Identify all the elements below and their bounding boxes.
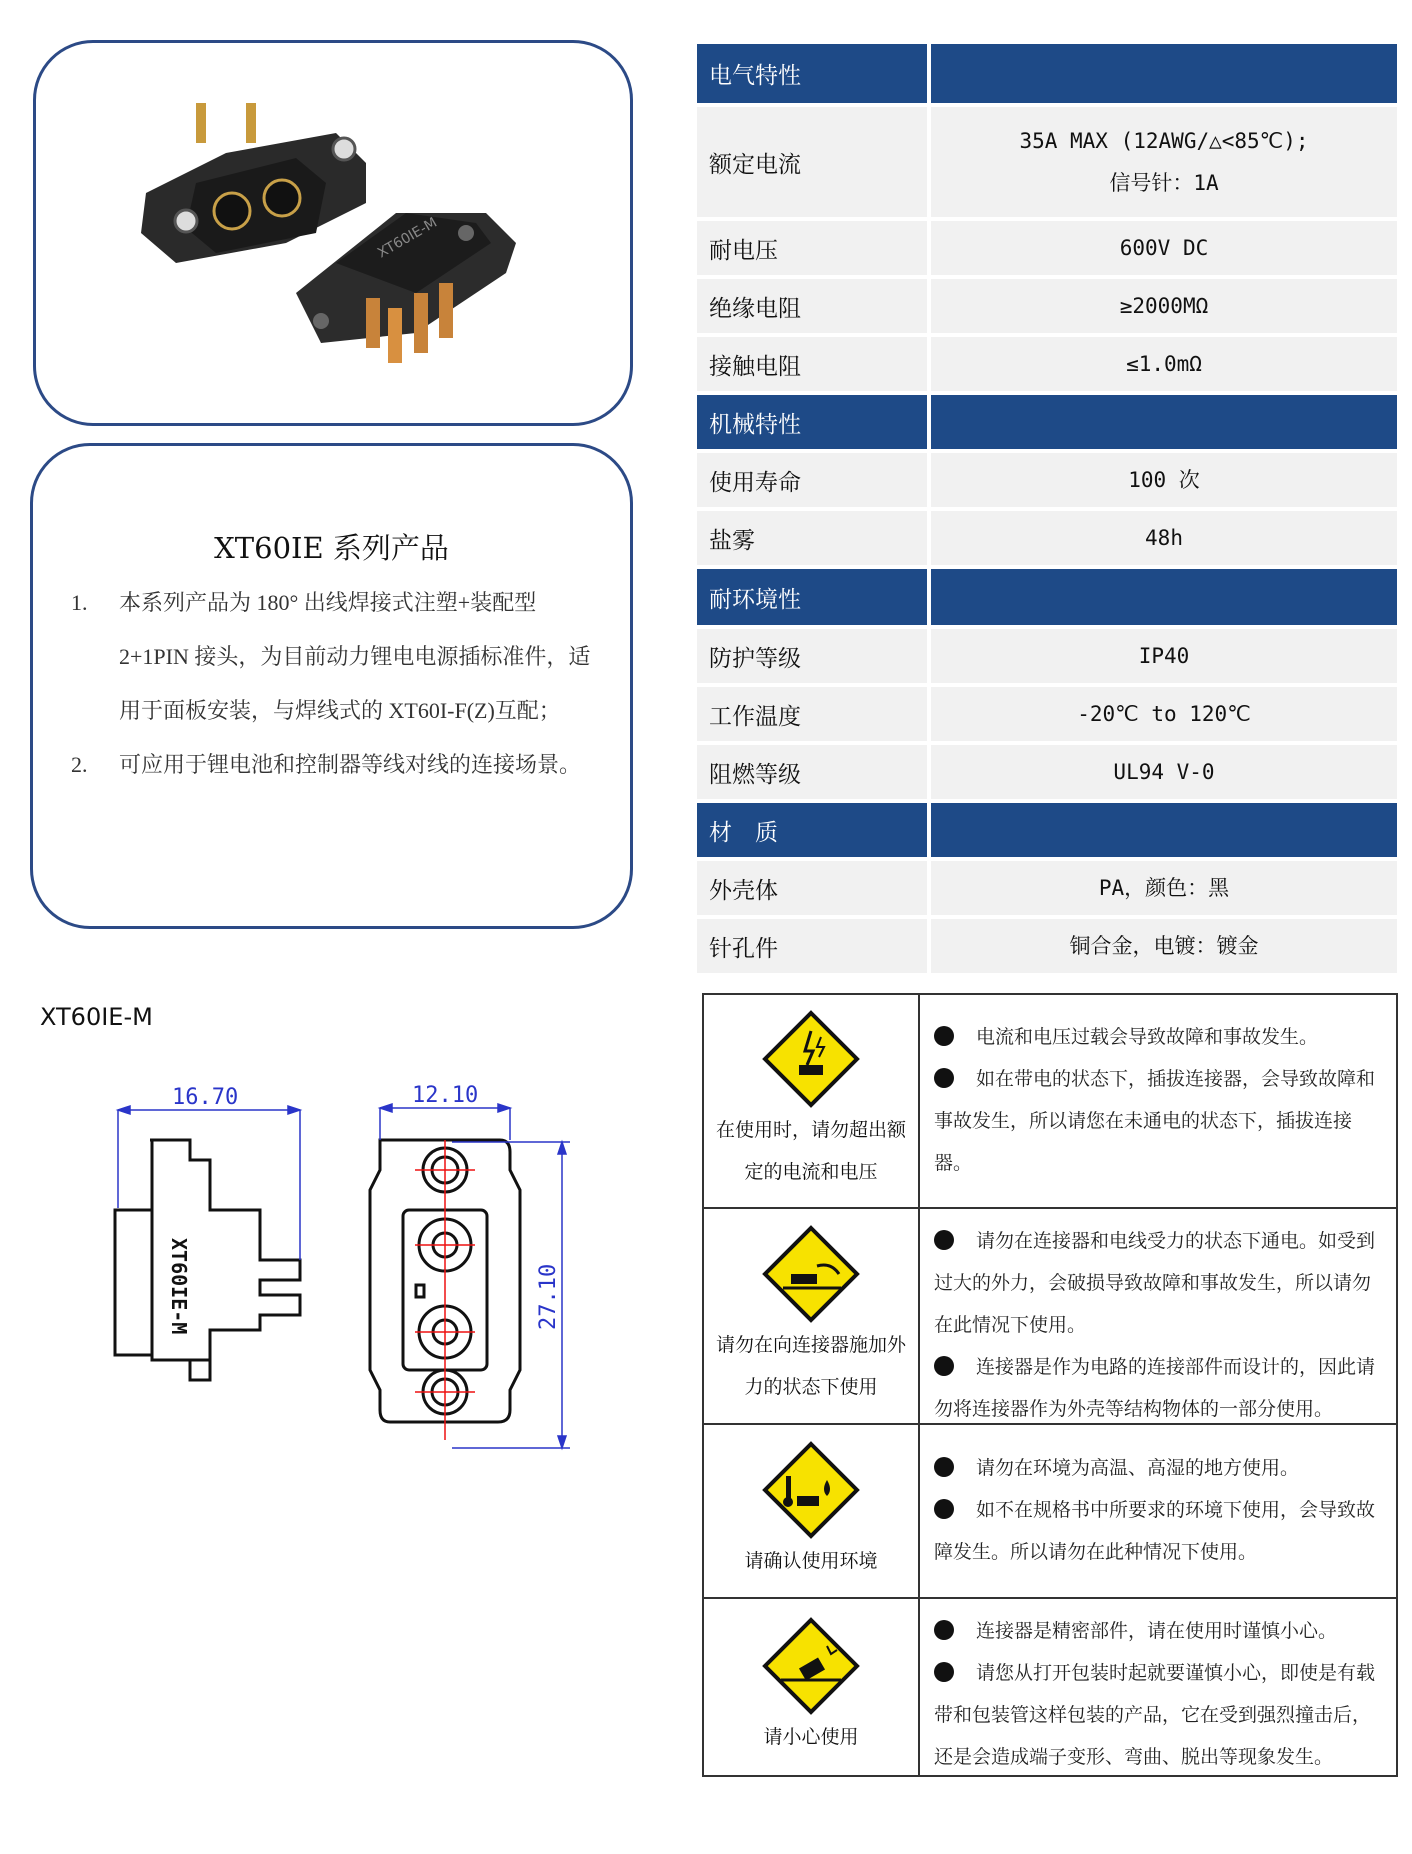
spec-section-environment bbox=[697, 569, 1397, 629]
description-item-text: 本系列产品为 180° 出线焊接式注塑+装配型 2+1PIN 接头，为目前动力锂电电源插标准件，适用于面板安装，与焊线式的 XT60I-F(Z)互配； bbox=[119, 590, 591, 723]
description-item-number: 2. bbox=[71, 752, 88, 777]
product-photo-frame bbox=[33, 40, 633, 426]
description-item bbox=[71, 738, 600, 792]
spec-row-life bbox=[697, 453, 1397, 511]
spec-section-material bbox=[697, 803, 1397, 861]
spec-row-pin bbox=[697, 919, 1397, 977]
spec-label: 盐雾 bbox=[697, 511, 927, 565]
spec-value: 600V DC bbox=[931, 221, 1397, 275]
dimension-label-side-width: 16.70 bbox=[172, 1085, 239, 1110]
spec-value: 铜合金，电镀：镀金 bbox=[931, 919, 1397, 973]
spec-label: 接触电阻 bbox=[697, 337, 927, 391]
electric-hazard-icon bbox=[761, 1009, 861, 1109]
warning-label: 请小心使用 bbox=[763, 1726, 859, 1748]
spec-value: -20℃ to 120℃ bbox=[931, 687, 1397, 741]
warning-row-handling bbox=[704, 1599, 1396, 1775]
spec-section-mechanical bbox=[697, 395, 1397, 453]
spec-value: 35A MAX (12AWG/△<85℃); bbox=[1019, 129, 1309, 153]
warning-table bbox=[702, 993, 1398, 1777]
warning-label: 请勿在向连接器施加外力的状态下使用 bbox=[715, 1334, 906, 1398]
spec-row-salt bbox=[697, 511, 1397, 569]
spec-label: 外壳体 bbox=[697, 861, 927, 915]
spec-value: 100 次 bbox=[931, 453, 1397, 507]
section-title: 电气特性 bbox=[697, 44, 927, 103]
spec-value: UL94 V-0 bbox=[931, 745, 1397, 799]
warning-row-external-force bbox=[704, 1209, 1396, 1425]
warning-bullet: 连接器是精密部件，请在使用时谨慎小心。 bbox=[934, 1611, 1384, 1653]
spec-row-voltage bbox=[697, 221, 1397, 279]
section-title: 机械特性 bbox=[697, 395, 927, 449]
spec-row-contact bbox=[697, 337, 1397, 395]
spec-value: IP40 bbox=[931, 629, 1397, 683]
warning-bullet: 连接器是作为电路的连接部件而设计的，因此请勿将连接器作为外壳等结构物体的一部分使用。 bbox=[934, 1357, 1376, 1420]
spec-label: 绝缘电阻 bbox=[697, 279, 927, 333]
spec-table bbox=[697, 44, 1397, 977]
spec-label: 使用寿命 bbox=[697, 453, 927, 507]
connector-front-image bbox=[141, 103, 366, 263]
side-view-marking: XT60IE-M bbox=[167, 1238, 191, 1335]
environment-hazard-icon bbox=[761, 1440, 861, 1540]
drawing-caption: XT60IE-M bbox=[40, 1003, 153, 1031]
spec-row-protection bbox=[697, 629, 1397, 687]
spec-label: 防护等级 bbox=[697, 629, 927, 683]
product-description bbox=[30, 443, 633, 929]
description-item-number: 1. bbox=[71, 590, 88, 615]
product-photo bbox=[36, 43, 630, 423]
spec-row-temp bbox=[697, 687, 1397, 745]
spec-value: 信号针：1A bbox=[1109, 171, 1219, 195]
warning-bullet: 电流和电压过载会导致故障和事故发生。 bbox=[934, 1017, 1384, 1059]
warning-bullet: 请勿在环境为高温、高湿的地方使用。 bbox=[934, 1448, 1384, 1490]
spec-label: 额定电流 bbox=[697, 107, 927, 217]
force-hazard-icon bbox=[761, 1224, 861, 1324]
dimension-label-height: 27.10 bbox=[536, 1263, 561, 1330]
warning-row-overload bbox=[704, 995, 1396, 1209]
connector-rear-image bbox=[296, 213, 516, 363]
warning-label: 请确认使用环境 bbox=[744, 1550, 878, 1572]
spec-value: 48h bbox=[931, 511, 1397, 565]
spec-row-insulation bbox=[697, 279, 1397, 337]
warning-bullet: 请您从打开包装时起就要谨慎小心，即使是有载带和包装管这样包装的产品，它在受到强烈撞击后，还是会造成端子变形、弯曲、脱出等现象发生。 bbox=[934, 1663, 1376, 1768]
spec-label: 针孔件 bbox=[697, 919, 927, 973]
spec-value: ≤1.0mΩ bbox=[931, 337, 1397, 391]
dimension-label-front-width: 12.10 bbox=[412, 1083, 479, 1108]
side-view bbox=[115, 1140, 300, 1380]
warning-bullet: 如不在规格书中所要求的环境下使用，会导致故障发生。所以请勿在此种情况下使用。 bbox=[934, 1500, 1376, 1563]
description-item-text: 可应用于锂电池和控制器等线对线的连接场景。 bbox=[119, 752, 582, 777]
description-title: XT60IE 系列产品 bbox=[214, 531, 449, 565]
warning-bullet: 请勿在连接器和电线受力的状态下通电。如受到过大的外力，会破损导致故障和事故发生，所以请勿在此情况下使用。 bbox=[934, 1231, 1376, 1336]
spec-label: 耐电压 bbox=[697, 221, 927, 275]
warning-row-environment bbox=[704, 1425, 1396, 1599]
spec-row-flame bbox=[697, 745, 1397, 803]
section-title: 耐环境性 bbox=[697, 569, 927, 625]
section-title: 材 质 bbox=[697, 803, 927, 857]
spec-label: 阻燃等级 bbox=[697, 745, 927, 799]
spec-section-electrical bbox=[697, 44, 1397, 107]
dimension-drawing bbox=[100, 1060, 600, 1480]
impact-hazard-icon bbox=[761, 1616, 861, 1716]
spec-row-shell bbox=[697, 861, 1397, 919]
spec-label: 工作温度 bbox=[697, 687, 927, 741]
spec-value: PA，颜色：黑 bbox=[931, 861, 1397, 915]
warning-bullet: 如在带电的状态下，插拔连接器，会导致故障和事故发生，所以请您在未通电的状态下，插拔连接器。 bbox=[934, 1069, 1376, 1174]
spec-row-rated-current bbox=[697, 107, 1397, 221]
description-item bbox=[71, 576, 600, 738]
connector-marking: XT60IE-M bbox=[375, 214, 441, 262]
spec-value: ≥2000MΩ bbox=[931, 279, 1397, 333]
warning-label: 在使用时，请勿超出额定的电流和电压 bbox=[715, 1119, 906, 1183]
description-list bbox=[71, 576, 600, 792]
